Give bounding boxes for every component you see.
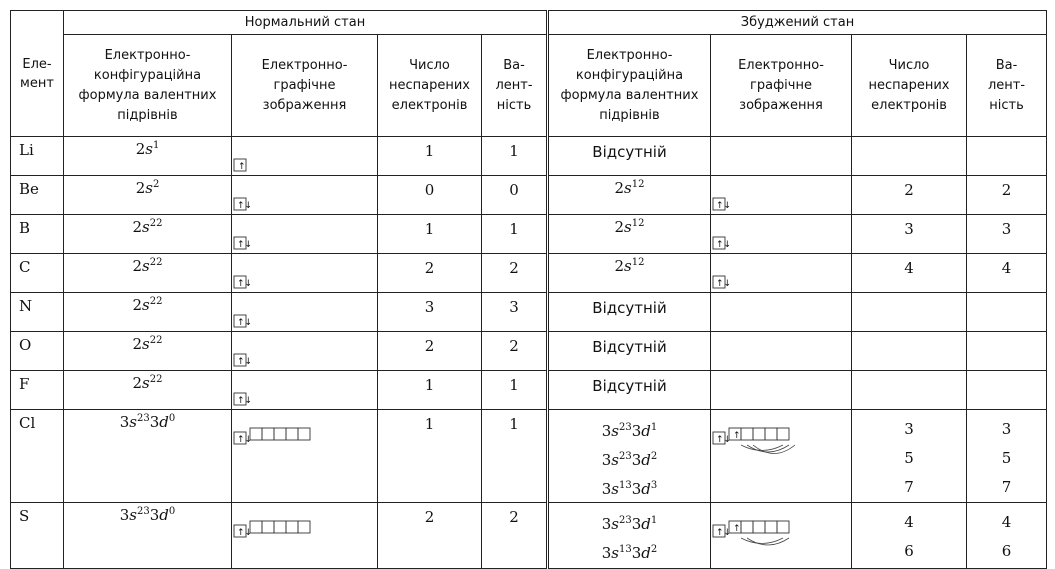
element-symbol: Cl xyxy=(11,410,64,503)
excited-orbital-diagram xyxy=(711,410,852,503)
orbital-box xyxy=(262,428,274,440)
normal-config: $2s^{22}$ xyxy=(64,332,232,371)
normal-valence: 2 xyxy=(482,503,548,569)
orbital-diagram xyxy=(232,338,372,370)
normal-orbital-diagram xyxy=(232,332,378,371)
normal-config: $2s^{22}$ xyxy=(64,254,232,293)
promotion-arc xyxy=(741,538,783,544)
electron-arrow: ↑↓ xyxy=(237,528,253,538)
electron-arrow: ↑↓ xyxy=(716,279,732,289)
normal-orbital-diagram xyxy=(232,254,378,293)
excited-unpaired xyxy=(852,371,967,410)
excited-config: $2s^{12}$ xyxy=(548,215,711,254)
table-row xyxy=(11,176,1047,215)
excited-config: $3s^{23}3d^1$ $3s^{13}3d^2$ xyxy=(548,503,711,569)
orbital-box xyxy=(753,428,765,440)
header-normal-state: Нормальний стан xyxy=(64,11,548,35)
header-formula-excited: Електронно- конфігураційна формула валентних підрівнів xyxy=(548,35,711,137)
excited-valence: 4 6 xyxy=(967,503,1047,569)
promotion-arc xyxy=(747,445,789,452)
table-row xyxy=(11,293,1047,332)
normal-config: $3s^{23}3d^0$ xyxy=(64,503,232,569)
normal-unpaired: 2 xyxy=(378,332,482,371)
electron-arrow: ↑ xyxy=(733,524,741,534)
excited-orbital-diagram xyxy=(711,293,852,332)
orbital-box xyxy=(765,428,777,440)
excited-absent: Відсутній xyxy=(548,332,711,371)
promotion-arc xyxy=(741,445,783,451)
excited-absent: Відсутній xyxy=(548,371,711,410)
orbital-box xyxy=(286,521,298,533)
excited-config: $2s^{12}$ xyxy=(548,176,711,215)
table-row xyxy=(11,503,1047,569)
normal-valence: 2 xyxy=(482,254,548,293)
orbital-diagram xyxy=(232,260,372,292)
normal-config: $2s^{22}$ xyxy=(64,371,232,410)
table-row xyxy=(11,137,1047,176)
orbital-box xyxy=(765,521,777,533)
excited-orbital-diagram xyxy=(711,254,852,293)
electron-arrow: ↑↓ xyxy=(716,528,732,538)
orbital-box xyxy=(262,521,274,533)
orbital-box xyxy=(777,428,789,440)
excited-orbital-diagram xyxy=(711,371,852,410)
element-symbol: C xyxy=(11,254,64,293)
normal-orbital-diagram xyxy=(232,371,378,410)
element-symbol: Be xyxy=(11,176,64,215)
orbital-diagram xyxy=(232,182,372,214)
excited-orbital-diagram xyxy=(711,215,852,254)
orbital-diagram xyxy=(232,299,372,331)
excited-valence: 2 xyxy=(967,176,1047,215)
normal-config: $2s^2$ xyxy=(64,176,232,215)
electron-arrow: ↑↓ xyxy=(716,240,732,250)
header-formula-normal: Електронно- конфігураційна формула валентних підрівнів xyxy=(64,35,232,137)
normal-valence: 1 xyxy=(482,215,548,254)
element-symbol: F xyxy=(11,371,64,410)
table-row xyxy=(11,254,1047,293)
orbital-diagram xyxy=(232,416,372,448)
normal-config: $3s^{23}3d^0$ xyxy=(64,410,232,503)
electron-arrow: ↑↓ xyxy=(237,435,253,445)
element-symbol: S xyxy=(11,503,64,569)
header-valence-excited: Ва- лент- ність xyxy=(967,35,1047,137)
excited-valence xyxy=(967,293,1047,332)
excited-valence xyxy=(967,371,1047,410)
table-row xyxy=(11,332,1047,371)
normal-unpaired: 2 xyxy=(378,503,482,569)
orbital-box xyxy=(777,521,789,533)
orbital-box xyxy=(274,521,286,533)
excited-orbital-diagram xyxy=(711,137,852,176)
electron-arrow: ↑ xyxy=(733,431,741,441)
electron-arrow: ↑↓ xyxy=(237,396,253,406)
excited-unpaired: 4 6 xyxy=(852,503,967,569)
orbital-box xyxy=(274,428,286,440)
normal-orbital-diagram xyxy=(232,503,378,569)
orbital-diagram xyxy=(232,221,372,253)
orbital-diagram xyxy=(711,260,851,292)
table-row xyxy=(11,410,1047,503)
header-valence-normal: Ва- лент- ність xyxy=(482,35,548,137)
normal-unpaired: 1 xyxy=(378,137,482,176)
orbital-box xyxy=(298,428,310,440)
excited-valence xyxy=(967,332,1047,371)
excited-unpaired: 4 xyxy=(852,254,967,293)
orbital-box xyxy=(298,521,310,533)
normal-orbital-diagram xyxy=(232,293,378,332)
excited-config: $2s^{12}$ xyxy=(548,254,711,293)
element-symbol: Li xyxy=(11,137,64,176)
excited-orbital-diagram xyxy=(711,176,852,215)
header-excited-state: Збуджений стан xyxy=(548,11,1047,35)
excited-orbital-diagram xyxy=(711,332,852,371)
normal-unpaired: 1 xyxy=(378,215,482,254)
normal-unpaired: 0 xyxy=(378,176,482,215)
header-graphic-normal: Електронно- графічне зображення xyxy=(232,35,378,137)
normal-unpaired: 1 xyxy=(378,371,482,410)
excited-unpaired xyxy=(852,293,967,332)
header-graphic-excited: Електронно- графічне зображення xyxy=(711,35,852,137)
electron-arrow: ↑↓ xyxy=(237,279,253,289)
excited-unpaired: 3 5 7 xyxy=(852,410,967,503)
normal-config: $2s^{22}$ xyxy=(64,293,232,332)
normal-valence: 1 xyxy=(482,137,548,176)
electron-arrow: ↑↓ xyxy=(237,240,253,250)
header-element: Еле- мент xyxy=(11,11,64,137)
excited-unpaired: 3 xyxy=(852,215,967,254)
normal-orbital-diagram xyxy=(232,176,378,215)
normal-valence: 3 xyxy=(482,293,548,332)
orbital-box xyxy=(286,428,298,440)
excited-unpaired xyxy=(852,332,967,371)
normal-orbital-diagram xyxy=(232,137,378,176)
normal-valence: 1 xyxy=(482,371,548,410)
orbital-diagram xyxy=(232,143,372,175)
table-row xyxy=(11,215,1047,254)
excited-unpaired xyxy=(852,137,967,176)
electron-arrow: ↑↓ xyxy=(237,201,253,211)
header-unpaired-excited: Число неспарених електронів xyxy=(852,35,967,137)
orbital-diagram xyxy=(711,509,851,555)
electron-arrow: ↑↓ xyxy=(237,357,253,367)
orbital-diagram xyxy=(711,221,851,253)
excited-orbital-diagram xyxy=(711,503,852,569)
normal-config: $2s^{22}$ xyxy=(64,215,232,254)
excited-absent: Відсутній xyxy=(548,293,711,332)
excited-valence xyxy=(967,137,1047,176)
orbital-box xyxy=(741,428,753,440)
excited-valence: 3 5 7 xyxy=(967,410,1047,503)
table-body xyxy=(11,137,1047,569)
normal-unpaired: 3 xyxy=(378,293,482,332)
orbital-diagram xyxy=(711,182,851,214)
header-unpaired-normal: Число неспарених електронів xyxy=(378,35,482,137)
excited-unpaired: 2 xyxy=(852,176,967,215)
excited-valence: 3 xyxy=(967,215,1047,254)
orbital-diagram xyxy=(232,377,372,409)
excited-absent: Відсутній xyxy=(548,137,711,176)
table-row xyxy=(11,371,1047,410)
electron-arrow: ↑↓ xyxy=(716,435,732,445)
normal-unpaired: 1 xyxy=(378,410,482,503)
element-symbol: B xyxy=(11,215,64,254)
orbital-box xyxy=(753,521,765,533)
promotion-arc xyxy=(753,445,795,454)
normal-valence: 1 xyxy=(482,410,548,503)
electron-arrow: ↑↓ xyxy=(716,201,732,211)
normal-valence: 2 xyxy=(482,332,548,371)
normal-config: $2s^1$ xyxy=(64,137,232,176)
electron-arrow: ↑ xyxy=(238,162,246,172)
normal-orbital-diagram xyxy=(232,410,378,503)
orbital-diagram xyxy=(232,509,372,541)
normal-valence: 0 xyxy=(482,176,548,215)
orbital-diagram xyxy=(711,416,851,462)
excited-config: $3s^{23}3d^1$ $3s^{23}3d^2$ $3s^{13}3d^3$ xyxy=(548,410,711,503)
excited-valence: 4 xyxy=(967,254,1047,293)
normal-unpaired: 2 xyxy=(378,254,482,293)
normal-orbital-diagram xyxy=(232,215,378,254)
electron-configuration-table xyxy=(10,10,1047,569)
promotion-arc xyxy=(747,538,789,545)
orbital-box xyxy=(741,521,753,533)
element-symbol: O xyxy=(11,332,64,371)
element-symbol: N xyxy=(11,293,64,332)
electron-arrow: ↑↓ xyxy=(237,318,253,328)
